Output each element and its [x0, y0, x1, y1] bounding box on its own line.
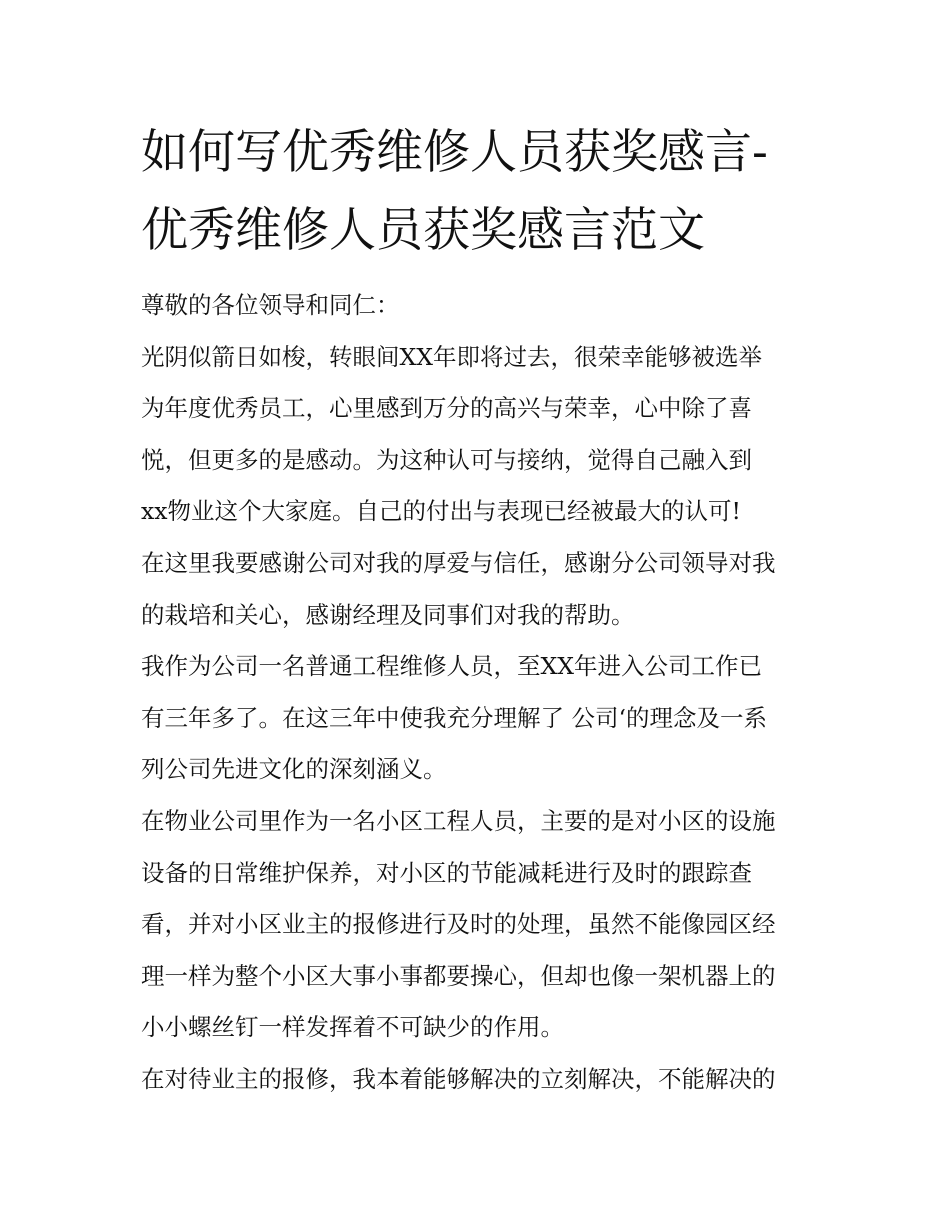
body-line: 悦，但更多的是感动。为这种认可与接纳，觉得自己融入到	[141, 445, 752, 474]
body-line: 在物业公司里作为一名小区工程人员，主要的是对小区的设施	[141, 806, 776, 835]
document-title	[141, 114, 821, 270]
salutation: 尊敬的各位领导和同仁：	[141, 291, 400, 319]
body-line: 设备的日常维护保养，对小区的节能减耗进行及时的跟踪查	[141, 858, 752, 887]
body-line: 我作为公司一名普通工程维修人员，至XX年进入公司工作已	[141, 652, 762, 681]
document-body	[141, 280, 821, 1106]
body-line: 在对待业主的报修，我本着能够解决的立刻解决，不能解决的	[141, 1064, 776, 1093]
body-line: 在这里我要感谢公司对我的厚爱与信任，感谢分公司领导对我	[141, 548, 776, 577]
body-line: 列公司先进文化的深刻涵义。	[141, 755, 447, 784]
body-line: 为年度优秀员工，心里感到万分的高兴与荣幸，心中除了喜	[141, 394, 752, 423]
title-line: 优秀维修人员获奖感言范文	[141, 203, 705, 258]
body-line: 小小螺丝钉一样发挥着不可缺少的作用。	[141, 1013, 564, 1042]
body-line: 看，并对小区业主的报修进行及时的处理，虽然不能像园区经	[141, 910, 776, 939]
body-line: 理一样为整个小区大事小事都要操心，但却也像一架机器上的	[141, 961, 776, 990]
body-line: 有三年多了。在这三年中使我充分理解了 公司‘的理念及一系	[141, 703, 767, 732]
body-line: xx物业这个大家庭。自己的付出与表现已经被最大的认可!	[141, 497, 741, 526]
title-line: 如何写优秀维修人员获奖感言-	[141, 125, 768, 180]
document-content	[141, 114, 821, 1106]
body-line: 的栽培和关心，感谢经理及同事们对我的帮助。	[141, 600, 635, 629]
body-line: 光阴似箭日如梭，转眼间XX年即将过去，很荣幸能够被选举	[141, 342, 762, 371]
